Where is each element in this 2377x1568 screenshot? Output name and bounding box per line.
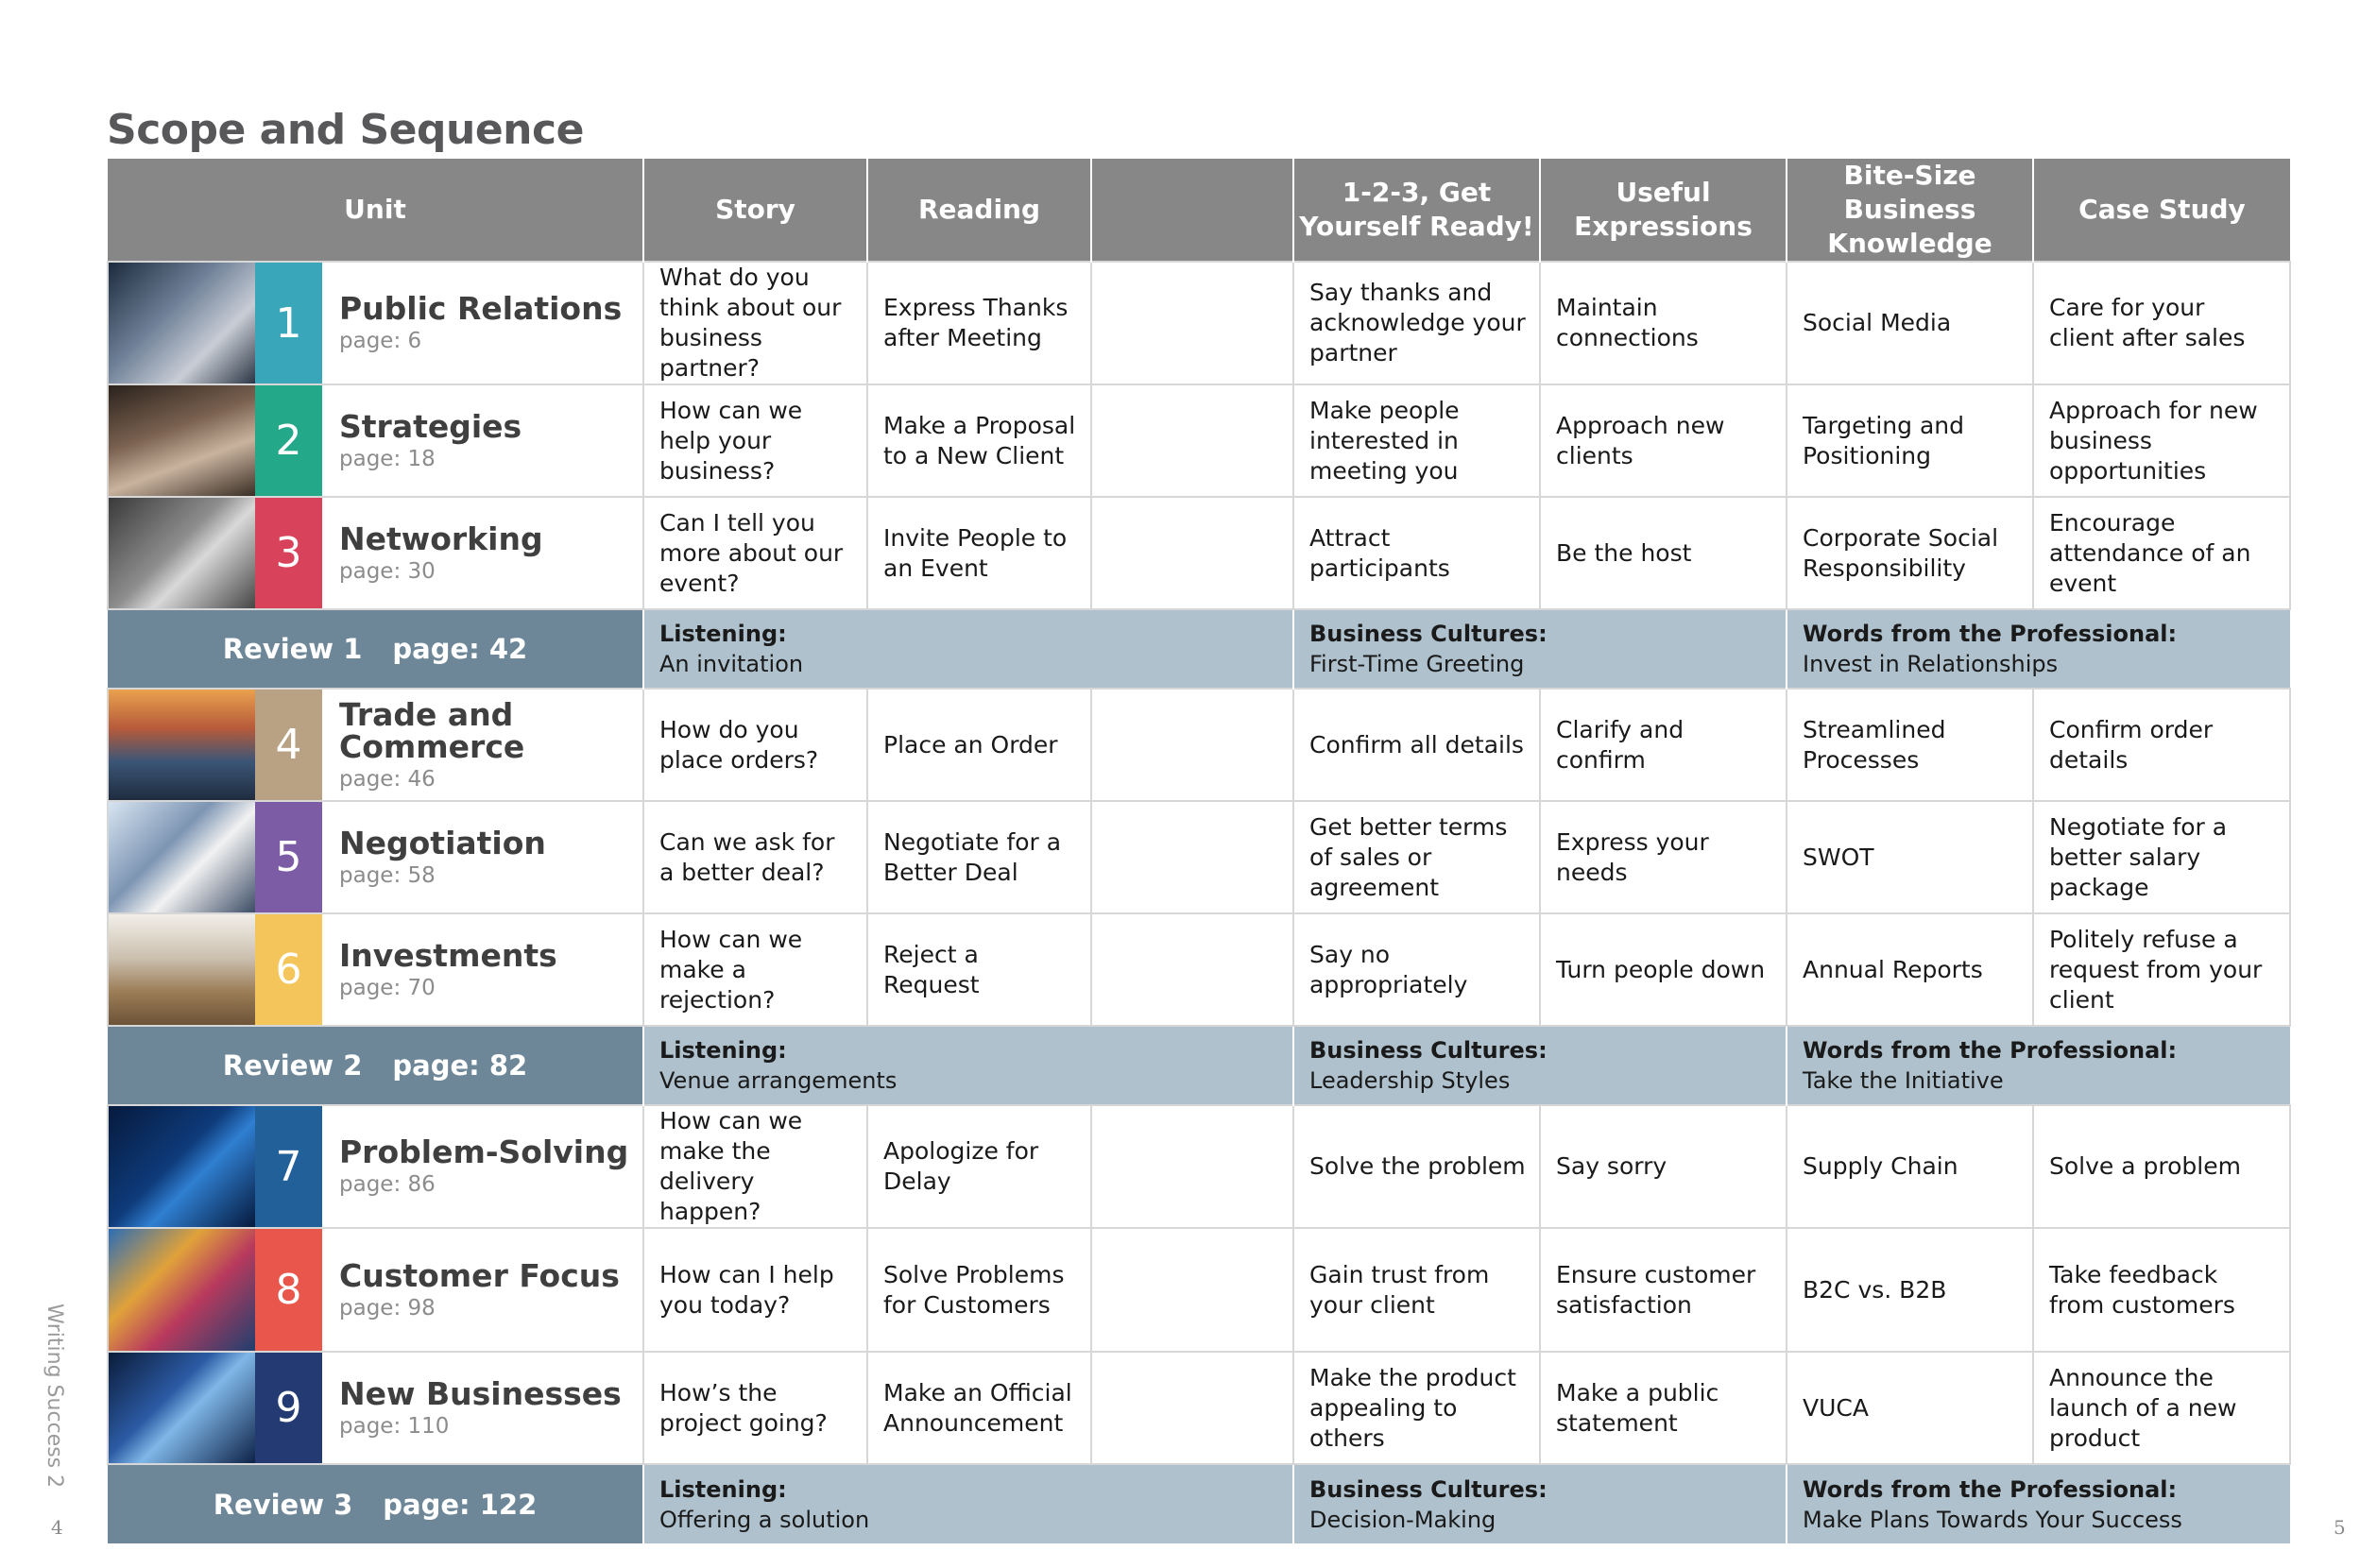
review-row — [108, 1464, 2290, 1543]
unit-page: page: 6 — [339, 329, 422, 353]
blank-cell — [1091, 689, 1293, 801]
unit-row — [108, 384, 2290, 497]
review-cultures — [1293, 1026, 1787, 1105]
case-study-cell: Confirm order details — [2033, 689, 2290, 801]
unit-number: 9 — [255, 1353, 322, 1463]
blank-cell — [1091, 913, 1293, 1026]
review-row — [108, 609, 2290, 689]
reading-cell: Make an Official Announcement — [867, 1352, 1091, 1464]
header-get-ready: 1-2-3, Get Yourself Ready! — [1293, 159, 1540, 262]
header-useful-expressions: Useful Expressions — [1540, 159, 1787, 262]
unit-title: Customer Focus — [339, 1256, 620, 1294]
header-business-knowledge: Bite-Size Business Knowledge — [1787, 159, 2033, 262]
unit-row — [108, 262, 2290, 384]
story-cell: How’s the project going? — [643, 1352, 867, 1464]
case-study-cell: Encourage attendance of an event — [2033, 497, 2290, 609]
knowledge-cell: VUCA — [1787, 1352, 2033, 1464]
story-cell: How can we help your business? — [643, 384, 867, 497]
unit-cell — [108, 1105, 643, 1228]
reading-cell: Invite People to an Event — [867, 497, 1091, 609]
unit-thumbnail — [109, 690, 255, 800]
case-study-cell: Negotiate for a better salary package — [2033, 801, 2290, 913]
case-study-cell: Take feedback from customers — [2033, 1228, 2290, 1352]
get-ready-cell: Make people interested in meeting you — [1293, 384, 1540, 497]
header-story: Story — [643, 159, 867, 262]
get-ready-cell: Solve the problem — [1293, 1105, 1540, 1228]
story-cell: How can we make the delivery happen? — [643, 1105, 867, 1228]
reading-cell: Solve Problems for Customers — [867, 1228, 1091, 1352]
review-title: Review 1 — [222, 633, 363, 665]
review-cultures-label: Business Cultures: — [1309, 1037, 1548, 1064]
expressions-cell: Maintain connections — [1540, 262, 1787, 384]
review-page: page: 42 — [392, 633, 528, 665]
knowledge-cell: Social Media — [1787, 262, 2033, 384]
unit-row — [108, 801, 2290, 913]
scope-sequence-table — [107, 159, 2291, 1543]
unit-thumbnail — [109, 914, 255, 1025]
unit-page: page: 46 — [339, 766, 436, 792]
unit-title: Investments — [339, 936, 557, 974]
blank-cell — [1091, 262, 1293, 384]
unit-number: 7 — [255, 1106, 322, 1227]
page-number-left: 4 — [51, 1516, 63, 1539]
unit-cell — [108, 384, 643, 497]
expressions-cell: Turn people down — [1540, 913, 1787, 1026]
unit-cell — [108, 1352, 643, 1464]
reading-cell: Negotiate for a Better Deal — [867, 801, 1091, 913]
unit-cell — [108, 262, 643, 384]
knowledge-cell: B2C vs. B2B — [1787, 1228, 2033, 1352]
unit-thumbnail — [109, 1229, 255, 1351]
reading-cell: Express Thanks after Meeting — [867, 262, 1091, 384]
unit-thumbnail — [109, 1106, 255, 1227]
knowledge-cell: Supply Chain — [1787, 1105, 2033, 1228]
review-cultures-label: Business Cultures: — [1309, 621, 1548, 647]
story-cell: Can we ask for a better deal? — [643, 801, 867, 913]
review-words-label: Words from the Professional: — [1803, 1037, 2178, 1064]
unit-number: 1 — [255, 263, 322, 383]
header-blank — [1091, 159, 1293, 262]
case-study-cell: Approach for new business opportunities — [2033, 384, 2290, 497]
review-row — [108, 1026, 2290, 1105]
review-words-value: Make Plans Towards Your Success — [1803, 1506, 2182, 1533]
review-listening-value: Offering a solution — [659, 1506, 870, 1533]
review-label — [108, 1464, 643, 1543]
unit-thumbnail — [109, 498, 255, 608]
review-cultures-value: Leadership Styles — [1309, 1067, 1511, 1094]
unit-page: page: 30 — [339, 558, 436, 584]
header-unit: Unit — [108, 159, 643, 262]
unit-thumbnail — [109, 385, 255, 496]
review-cultures — [1293, 1464, 1787, 1543]
unit-title: Problem-Solving — [339, 1133, 629, 1170]
review-title: Review 3 — [213, 1488, 353, 1521]
get-ready-cell: Confirm all details — [1293, 689, 1540, 801]
reading-cell: Apologize for Delay — [867, 1105, 1091, 1228]
unit-title: Trade and Commerce — [339, 695, 525, 765]
review-listening — [643, 1026, 1293, 1105]
review-listening-value: An invitation — [659, 651, 804, 677]
story-cell: How can we make a rejection? — [643, 913, 867, 1026]
expressions-cell: Clarify and confirm — [1540, 689, 1787, 801]
review-words-value: Take the Initiative — [1803, 1067, 2004, 1094]
unit-number: 3 — [255, 498, 322, 608]
unit-title: Negotiation — [339, 824, 546, 861]
story-cell: Can I tell you more about our event? — [643, 497, 867, 609]
knowledge-cell: SWOT — [1787, 801, 2033, 913]
case-study-cell: Politely refuse a request from your client — [2033, 913, 2290, 1026]
case-study-cell: Care for your client after sales — [2033, 262, 2290, 384]
unit-page: page: 18 — [339, 446, 436, 471]
review-words — [1787, 1026, 2290, 1105]
expressions-cell: Say sorry — [1540, 1105, 1787, 1228]
unit-cell — [108, 497, 643, 609]
get-ready-cell: Say thanks and acknowledge your partner — [1293, 262, 1540, 384]
unit-thumbnail — [109, 263, 255, 383]
header-case-study: Case Study — [2033, 159, 2290, 262]
unit-cell — [108, 689, 643, 801]
unit-page: page: 86 — [339, 1172, 436, 1197]
unit-cell — [108, 801, 643, 913]
expressions-cell: Approach new clients — [1540, 384, 1787, 497]
review-listening — [643, 609, 1293, 689]
review-cultures-label: Business Cultures: — [1309, 1475, 1548, 1503]
get-ready-cell: Make the product appealing to others — [1293, 1352, 1540, 1464]
unit-title: Strategies — [339, 407, 522, 445]
unit-thumbnail — [109, 802, 255, 912]
get-ready-cell: Gain trust from your client — [1293, 1228, 1540, 1352]
blank-cell — [1091, 384, 1293, 497]
unit-number: 6 — [255, 914, 322, 1025]
case-study-cell: Announce the launch of a new product — [2033, 1352, 2290, 1464]
knowledge-cell: Targeting and Positioning — [1787, 384, 2033, 497]
reading-cell: Make a Proposal to a New Client — [867, 384, 1091, 497]
review-words-label: Words from the Professional: — [1803, 1475, 2178, 1503]
expressions-cell: Be the host — [1540, 497, 1787, 609]
get-ready-cell: Say no appropriately — [1293, 913, 1540, 1026]
blank-cell — [1091, 497, 1293, 609]
expressions-cell: Ensure customer satisfaction — [1540, 1228, 1787, 1352]
review-cultures — [1293, 609, 1787, 689]
unit-page: page: 70 — [339, 975, 436, 1000]
unit-row — [108, 1105, 2290, 1228]
knowledge-cell: Corporate Social Responsibility — [1787, 497, 2033, 609]
page-title: Scope and Sequence — [107, 106, 584, 154]
get-ready-cell: Get better terms of sales or agreement — [1293, 801, 1540, 913]
expressions-cell: Express your needs — [1540, 801, 1787, 913]
story-cell: What do you think about our business partner? — [643, 262, 867, 384]
review-listening-label: Listening: — [659, 1037, 787, 1064]
unit-title: Public Relations — [339, 290, 623, 327]
review-listening-value: Venue arrangements — [659, 1067, 898, 1094]
review-page: page: 122 — [383, 1488, 538, 1521]
knowledge-cell: Streamlined Processes — [1787, 689, 2033, 801]
unit-row — [108, 913, 2290, 1026]
review-listening-label: Listening: — [659, 1475, 787, 1503]
unit-number: 4 — [255, 690, 322, 800]
expressions-cell: Make a public statement — [1540, 1352, 1787, 1464]
unit-thumbnail — [109, 1353, 255, 1463]
review-title: Review 2 — [222, 1049, 363, 1082]
book-title-vertical: Writing Success 2 — [43, 1304, 66, 1489]
reading-cell: Place an Order — [867, 689, 1091, 801]
story-cell: How do you place orders? — [643, 689, 867, 801]
review-words-value: Invest in Relationships — [1803, 651, 2059, 677]
unit-page: page: 58 — [339, 862, 436, 888]
blank-cell — [1091, 1228, 1293, 1352]
unit-page: page: 98 — [339, 1295, 436, 1321]
review-words — [1787, 1464, 2290, 1543]
case-study-cell: Solve a problem — [2033, 1105, 2290, 1228]
unit-row — [108, 1352, 2290, 1464]
unit-cell — [108, 1228, 643, 1352]
review-words — [1787, 609, 2290, 689]
header-reading: Reading — [867, 159, 1091, 262]
page-number-right: 5 — [2334, 1516, 2346, 1539]
review-cultures-value: First-Time Greeting — [1309, 651, 1525, 677]
review-page: page: 82 — [392, 1049, 528, 1082]
review-label — [108, 1026, 643, 1105]
knowledge-cell: Annual Reports — [1787, 913, 2033, 1026]
header-row — [108, 159, 2290, 262]
review-listening — [643, 1464, 1293, 1543]
story-cell: How can I help you today? — [643, 1228, 867, 1352]
unit-row — [108, 689, 2290, 801]
unit-number: 5 — [255, 802, 322, 912]
blank-cell — [1091, 1352, 1293, 1464]
unit-number: 8 — [255, 1229, 322, 1351]
reading-cell: Reject a Request — [867, 913, 1091, 1026]
blank-cell — [1091, 1105, 1293, 1228]
unit-page: page: 110 — [339, 1413, 450, 1439]
unit-title: New Businesses — [339, 1374, 622, 1412]
unit-row — [108, 497, 2290, 609]
blank-cell — [1091, 801, 1293, 913]
unit-title: Networking — [339, 520, 543, 557]
review-label — [108, 609, 643, 689]
unit-number: 2 — [255, 385, 322, 496]
unit-cell — [108, 913, 643, 1026]
get-ready-cell: Attract participants — [1293, 497, 1540, 609]
review-cultures-value: Decision-Making — [1309, 1506, 1496, 1533]
review-words-label: Words from the Professional: — [1803, 621, 2178, 647]
unit-row — [108, 1228, 2290, 1352]
review-listening-label: Listening: — [659, 621, 787, 647]
